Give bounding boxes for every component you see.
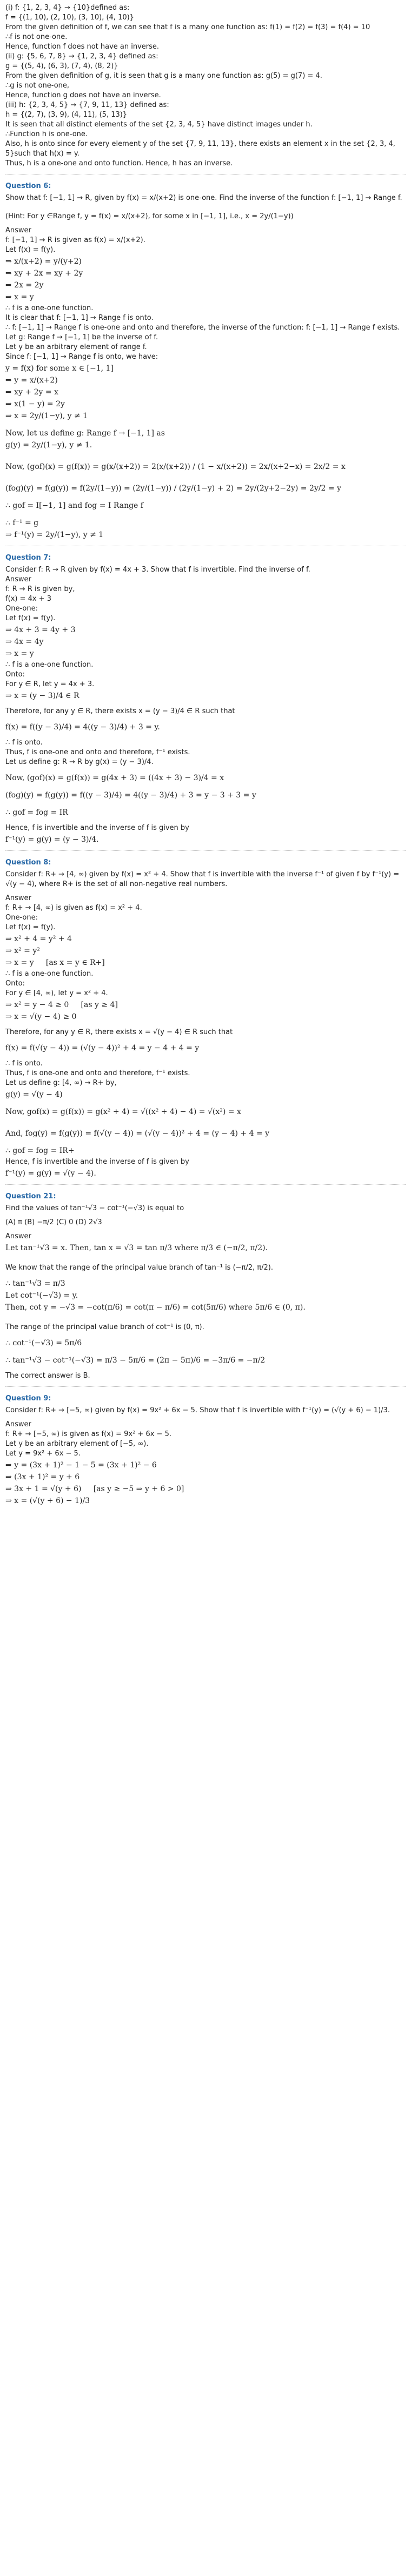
spacer (5, 1273, 406, 1277)
text-line: Therefore, for any y ∈ R, there exists x = √(y − 4) ∈ R such that (5, 1028, 233, 1036)
question-heading: Question 6: (5, 182, 51, 190)
spacer (5, 1213, 406, 1218)
equation-line: f(x) = f(√(y − 4)) = (√(y − 4))² + 4 = y − 4 + 4 = y (5, 1044, 200, 1052)
text-line: Let y be an arbitrary element of range f. (5, 343, 147, 351)
equation-line: y = f(x) for some x ∈ [−1, 1] (5, 364, 114, 373)
text-line: From the given definition of g, it is seen that g is a many one function as: g(5) = g(7) = 4. (5, 72, 322, 80)
equation-line: ⇒ y = (3x + 1)² − 1 − 5 = (3x + 1)² − 6 (5, 1461, 157, 1470)
spacer (5, 1037, 406, 1042)
spacer (5, 495, 406, 499)
divider (5, 1386, 406, 1387)
text-line: Let g: Range f → [−1, 1] be the inverse of f. (5, 333, 158, 341)
equation-line: ∴ tan⁻¹√3 = π/3 (5, 1279, 65, 1288)
text-line: Let f(x) = f(y). (5, 923, 56, 931)
equation-line: ⇒ (3x + 1)² = y + 6 (5, 1473, 80, 1481)
question-heading: Question 9: (5, 1394, 51, 1403)
equation-line: ⇒ f⁻¹(y) = 2y/(1−y), y ≠ 1 (5, 531, 104, 539)
spacer (5, 734, 406, 738)
text-line: Show that f: [−1, 1] → R, given by f(x) = x/(x+2) is one-one. Find the inverse of the function f: [−1, 1] → Range f. (5, 194, 402, 202)
text-line: For y ∈ [4, ∞), let y = x² + 4. (5, 989, 108, 997)
text-line: Thus, f is one-one and onto and therefore, f⁻¹ exists. (5, 1069, 190, 1077)
text-line: Onto: (5, 670, 25, 679)
equation-line: ∴ tan⁻¹√3 − cot⁻¹(−√3) = π/3 − 5π/6 = (2π − 5π)/6 = −3π/6 = −π/2 (5, 1356, 266, 1365)
text-line: g = {(5, 4), (6, 3), (7, 4), (8, 2)} (5, 62, 118, 70)
text-line: (i) f: {1, 2, 3, 4} → {10}defined as: (5, 4, 130, 12)
equation-line: ∴ gof = fog = IR+ (5, 1146, 75, 1155)
text-line: Let us define g: R → R by g(x) = (y − 3)/4. (5, 758, 154, 766)
equation-line: g(y) = 2y/(1−y), y ≠ 1. (5, 441, 92, 450)
spacer (5, 819, 406, 823)
equation-line: Then, cot y = −√3 = −cot(π/6) = cot(π − π/6) = cot(5π/6) where 5π/6 ∈ (0, π). (5, 1303, 306, 1312)
text-line: The range of the principal value branch of cot⁻¹ is (0, π). (5, 1323, 204, 1331)
equation-line: ⇒ x = y (5, 293, 34, 301)
spacer (5, 1332, 406, 1337)
spacer (5, 889, 406, 894)
equation-line: ⇒ x = y [as x = y ∈ R+] (5, 958, 105, 967)
text-line: Find the values of tan⁻¹√3 − cot⁻¹(−√3) is equal to (5, 1204, 184, 1212)
text-line: f = {(1, 10), (2, 10), (3, 10), (4, 10)} (5, 14, 134, 22)
spacer (5, 1055, 406, 1059)
equation-line: Now, let us define g: Range f → [−1, 1] as (5, 429, 165, 438)
equation-line: ⇒ xy + 2y = x (5, 388, 58, 397)
text-line: Consider f: R+ → [4, ∞) given by f(x) = x² + 4. Show that f is invertible with the inverse f⁻¹ of given f by f⁻¹(y) = √(y − 4), where R+ is the set of all non-negative real numbers. (5, 870, 402, 888)
equation-line: (fog)(y) = f(g(y)) = f(2y/(1−y)) = (2y/(1−y)) / (2y/(1−y) + 2) = 2y/(2y+2−2y) = 2y/2 = y (5, 484, 341, 493)
text-line: ∴f is not one-one. (5, 33, 68, 41)
text-line: ∴ f is a one-one function. (5, 970, 94, 978)
equation-line: ∴ cot⁻¹(−√3) = 5π/6 (5, 1339, 82, 1347)
spacer (5, 767, 406, 772)
question-9-section (5, 1394, 406, 1506)
spacer (5, 422, 406, 427)
text-line: One-one: (5, 914, 38, 922)
text-line: Thus, f is one-one and onto and therefore, f⁻¹ exists. (5, 748, 190, 756)
text-line: Since f: [−1, 1] → Range f is onto, we have: (5, 353, 158, 361)
spacer (5, 1416, 406, 1420)
text-line: f(x) = 4x + 3 (5, 595, 51, 603)
text-line: (Hint: For y ∈Range f, y = f(x) = x/(x+2), for some x in [−1, 1], i.e., x = 2y/(1−y)) (5, 212, 294, 220)
equation-line: ⇒ x = 2y/(1−y), y ≠ 1 (5, 412, 88, 420)
text-line: Hence, f is invertible and the inverse of f is given by (5, 824, 189, 832)
equation-line: ⇒ 3x + 1 = √(y + 6) [as y ≥ −5 ⇒ y + 6 > 0] (5, 1485, 184, 1493)
spacer (5, 1118, 406, 1127)
equation-line: Now, (gof)(x) = g(f(x)) = g(x/(x+2)) = 2(x/(x+2)) / (1 − x/(x+2)) = 2x/(x+2−x) = 2x/2 = x (5, 462, 346, 471)
spacer (5, 203, 406, 212)
equation-line: ⇒ y = x/(x+2) (5, 376, 58, 385)
equation-line: ⇒ x² = y − 4 ≥ 0 [as y ≥ 4] (5, 1001, 118, 1009)
spacer (5, 784, 406, 789)
text-line: ∴g is not one-one, (5, 82, 70, 90)
equation-line: ⇒ x = √(y − 4) ≥ 0 (5, 1012, 77, 1021)
text-line: Let f(x) = f(y). (5, 614, 56, 622)
spacer (5, 1227, 406, 1232)
divider (5, 174, 406, 175)
spacer (5, 452, 406, 460)
spacer (5, 1101, 406, 1105)
text-line: Let y be an arbitrary element of [−5, ∞). (5, 1440, 149, 1448)
text-line: h = {(2, 7), (3, 9), (4, 11), (5, 13)} (5, 111, 128, 119)
text-line: One-one: (5, 605, 38, 613)
text-line: ∴ f is a one-one function. (5, 661, 94, 669)
spacer (5, 702, 406, 707)
spacer (5, 473, 406, 482)
question-7-section (5, 554, 406, 845)
equation-line: Now, gof(x) = g(f(x)) = g(x² + 4) = √((x² + 4) − 4) = √(x²) = x (5, 1108, 241, 1116)
text-line: Hence, function g does not have an inverse. (5, 91, 161, 99)
equation-line: ⇒ x² + 4 = y² + 4 (5, 935, 72, 943)
spacer (5, 1140, 406, 1144)
divider (5, 850, 406, 851)
equation-line: ⇒ xy + 2x = xy + 2y (5, 269, 83, 278)
text-line: Therefore, for any y ∈ R, there exists x = (y − 3)/4 ∈ R such that (5, 707, 235, 715)
equation-line: ⇒ x(1 − y) = 2y (5, 400, 65, 408)
text-line: ∴ f is onto. (5, 739, 43, 747)
text-line: Consider f: R+ → [−5, ∞) given by f(x) = 9x² + 6x − 5. Show that f is invertible with f⁻¹(y) = (√(y + 6) − 1)/3. (5, 1406, 390, 1414)
text-line: (iii) h: {2, 3, 4, 5} → {7, 9, 11, 13} defined as: (5, 101, 169, 109)
equation-line: f⁻¹(y) = g(y) = √(y − 4). (5, 1169, 96, 1178)
equation-line: (fog)(y) = f(g(y)) = f((y − 3)/4) = 4((y − 3)/4) + 3 = y − 3 + 3 = y (5, 791, 256, 800)
spacer (5, 222, 406, 226)
spacer (5, 1367, 406, 1371)
text-line: Also, h is onto since for every element y of the set {7, 9, 11, 13}, there exists an element x in the set {2, 3, 4, 5}such that h(x) = y. (5, 140, 398, 158)
spacer (5, 1350, 406, 1354)
text-line: f: R+ → [4, ∞) is given as f(x) = x² + 4. (5, 904, 142, 912)
question-8-section (5, 858, 406, 1179)
equation-line: ⇒ x = y (5, 649, 34, 658)
text-line: Let f(x) = f(y). (5, 246, 56, 254)
question-21-section (5, 1192, 406, 1381)
equation-line: ⇒ 2x = 2y (5, 281, 44, 290)
divider (5, 1184, 406, 1185)
text-line: Answer (5, 894, 31, 902)
equation-line: And, fog(y) = f(g(y)) = f(√(y − 4)) = (√(y − 4))² + 4 = (y − 4) + 4 = y (5, 1129, 270, 1138)
text-line: Hence, f is invertible and the inverse of f is given by (5, 1158, 189, 1166)
text-line: Answer (5, 1420, 31, 1428)
text-line: ∴ f: [−1, 1] → Range f is one-one and onto and therefore, the inverse of the function: f: [−1, 1] → Range f exists. (5, 324, 400, 332)
text-line: The correct answer is B. (5, 1372, 90, 1380)
spacer (5, 1314, 406, 1323)
text-line: Consider f: R → R given by f(x) = 4x + 3. Show that f is invertible. Find the inverse of f. (5, 566, 310, 574)
text-line: It is clear that f: [−1, 1] → Range f is onto. (5, 314, 154, 322)
spacer (5, 802, 406, 806)
equation-line: Let cot⁻¹(−√3) = y. (5, 1291, 78, 1300)
text-line: Answer (5, 575, 31, 583)
question-heading: Question 7: (5, 554, 51, 562)
text-line: It is seen that all distinct elements of the set {2, 3, 4, 5} have distinct images under h. (5, 120, 313, 129)
text-line: ∴ f is onto. (5, 1059, 43, 1068)
text-line: f: [−1, 1] → R is given as f(x) = x/(x+2). (5, 236, 145, 244)
text-line: Let us define g: [4, ∞) → R+ by, (5, 1079, 117, 1087)
equation-line: ⇒ x² = y² (5, 947, 40, 955)
text-line: We know that the range of the principal value branch of tan⁻¹ is (−π/2, π/2). (5, 1264, 273, 1272)
text-line: Onto: (5, 980, 25, 988)
text-line: Hence, function f does not have an inverse. (5, 43, 160, 51)
equation-line: Now, (gof)(x) = g(f(x)) = g(4x + 3) = ((4x + 3) − 3)/4 = x (5, 774, 224, 782)
equation-line: f(x) = f((y − 3)/4) = 4((y − 3)/4) + 3 = y. (5, 723, 160, 732)
equation-line: ⇒ 4x = 4y (5, 638, 44, 646)
equation-line: ⇒ 4x + 3 = 4y + 3 (5, 626, 76, 634)
question-heading: Question 21: (5, 1192, 56, 1200)
equation-line: ∴ gof = I[−1, 1] and fog = I Range f (5, 501, 143, 510)
text-line: ∴ f is a one-one function. (5, 304, 94, 312)
text-line: (ii) g: {5, 6, 7, 8} → {1, 2, 3, 4} defined as: (5, 52, 158, 61)
spacer (5, 512, 406, 516)
equation-line: ⇒ x = (y − 3)/4 ∈ R (5, 692, 79, 700)
equation-line: f⁻¹(y) = g(y) = (y − 3)/4. (5, 835, 99, 844)
question-6-section (5, 182, 406, 540)
text-line: Answer (5, 1232, 31, 1240)
equation-line: g(y) = √(y − 4) (5, 1090, 63, 1099)
text-line: ∴Function h is one-one. (5, 130, 88, 138)
text-line: (A) π (B) −π/2 (C) 0 (D) 2√3 (5, 1218, 102, 1226)
equation-line: ⇒ x = (√(y + 6) − 1)/3 (5, 1497, 90, 1505)
text-line: Answer (5, 226, 31, 234)
equation-line: ⇒ x/(x+2) = y/(y+2) (5, 257, 82, 266)
spacer (5, 716, 406, 721)
text-line: Thus, h is a one-one and onto function. Hence, h has an inverse. (5, 159, 233, 167)
spacer (5, 1023, 406, 1028)
text-line: f: R+ → [−5, ∞) is given as f(x) = 9x² + 6x − 5. (5, 1430, 171, 1438)
spacer (5, 1255, 406, 1263)
equation-line: ∴ f⁻¹ = g (5, 519, 39, 527)
equation-line: ∴ gof = fog = IR (5, 808, 68, 817)
intro-section (5, 3, 406, 169)
question-heading: Question 8: (5, 858, 51, 867)
text-line: From the given definition of f, we can see that f is a many one function as: f(1) = f(2) = f(3) = f(4) = 10 (5, 23, 370, 31)
text-line: Let y = 9x² + 6x − 5. (5, 1450, 81, 1458)
text-line: For y ∈ R, let y = 4x + 3. (5, 680, 95, 688)
text-line: f: R → R is given by, (5, 585, 75, 593)
equation-line: Let tan⁻¹√3 = x. Then, tan x = √3 = tan π/3 where π/3 ∈ (−π/2, π/2). (5, 1244, 268, 1252)
